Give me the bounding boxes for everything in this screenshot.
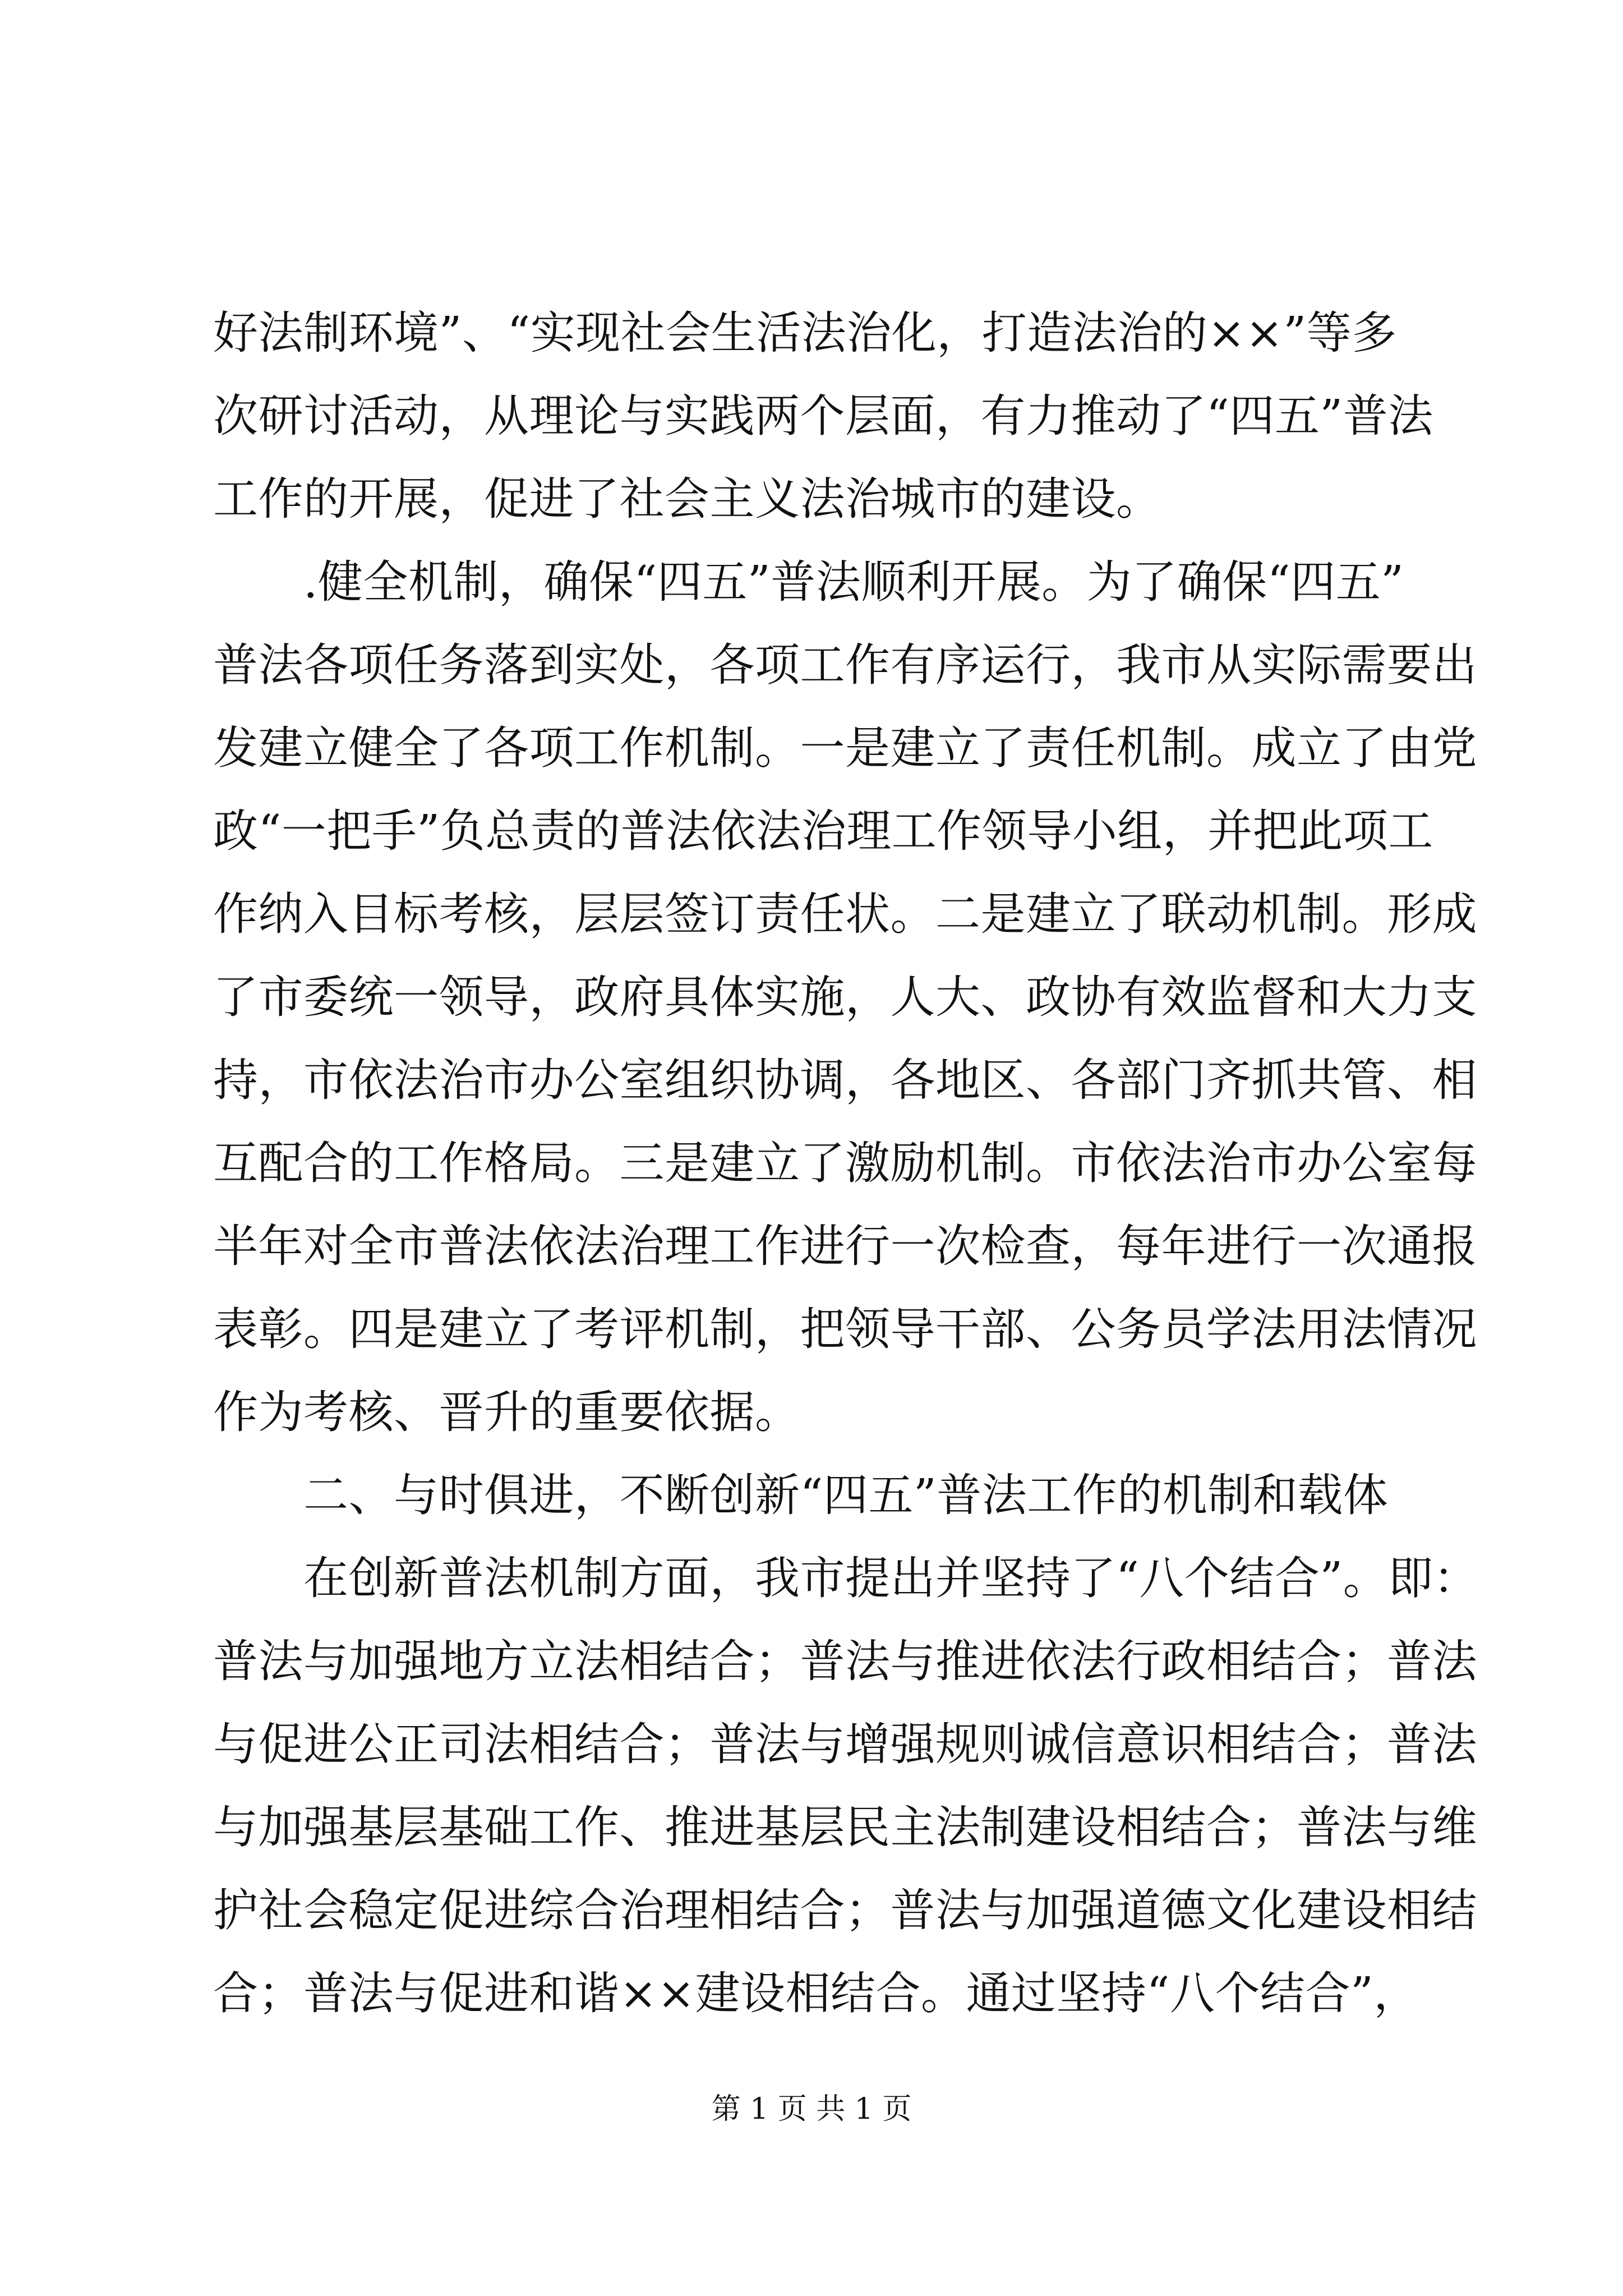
text-line: 普法与加强地方立法相结合；普法与推进依法行政相结合；普法 (213, 1635, 1477, 1687)
text-line: .健全机制，确保“四五”普法顺利开展。为了确保“四五” (213, 556, 1404, 608)
text-line: 普法各项任务落到实处，各项工作有序运行，我市从实际需要出 (213, 639, 1477, 691)
text-line: 持，市依法治市办公室组织协调，各地区、各部门齐抓共管、相 (213, 1054, 1477, 1106)
text-line: 作纳入目标考核，层层签订责任状。二是建立了联动机制。形成 (213, 888, 1477, 940)
text-line: 护社会稳定促进综合治理相结合；普法与加强道德文化建设相结 (213, 1884, 1477, 1936)
page-footer: 第 1 页 共 1 页 (711, 2092, 912, 2126)
document-body (213, 292, 1479, 2035)
text-line: 作为考核、晋升的重要依据。 (213, 1386, 800, 1438)
text-line: 与促进公正司法相结合；普法与增强规则诚信意识相结合；普法 (213, 1718, 1477, 1770)
text-line: 发建立健全了各项工作机制。一是建立了责任机制。成立了由党 (213, 722, 1477, 774)
text-line: 互配合的工作格局。三是建立了激励机制。市依法治市办公室每 (213, 1137, 1477, 1189)
section-heading: 二、与时俱进，不断创新“四五”普法工作的机制和载体 (213, 1469, 1389, 1521)
text-line: 政“一把手”负总责的普法依法治理工作领导小组，并把此项工 (213, 805, 1433, 857)
text-line: 在创新普法机制方面，我市提出并坚持了“八个结合”。即： (213, 1552, 1479, 1604)
text-line: 半年对全市普法依法治理工作进行一次检查，每年进行一次通报 (213, 1220, 1477, 1272)
text-line: 工作的开展，促进了社会主义法治城市的建设。 (213, 473, 1161, 525)
text-line: 好法制环境”、“实现社会生活法治化，打造法治的××”等多 (213, 307, 1397, 359)
text-line: 了市委统一领导，政府具体实施，人大、政协有效监督和大力支 (213, 971, 1477, 1023)
text-line: 与加强基层基础工作、推进基层民主法制建设相结合；普法与维 (213, 1801, 1477, 1853)
text-line: 表彰。四是建立了考评机制，把领导干部、公务员学法用法情况 (213, 1303, 1477, 1355)
text-line: 合；普法与促进和谐××建设相结合。通过坚持“八个结合”， (213, 1967, 1419, 2019)
text-line: 次研讨活动，从理论与实践两个层面，有力推动了“四五”普法 (213, 390, 1433, 442)
